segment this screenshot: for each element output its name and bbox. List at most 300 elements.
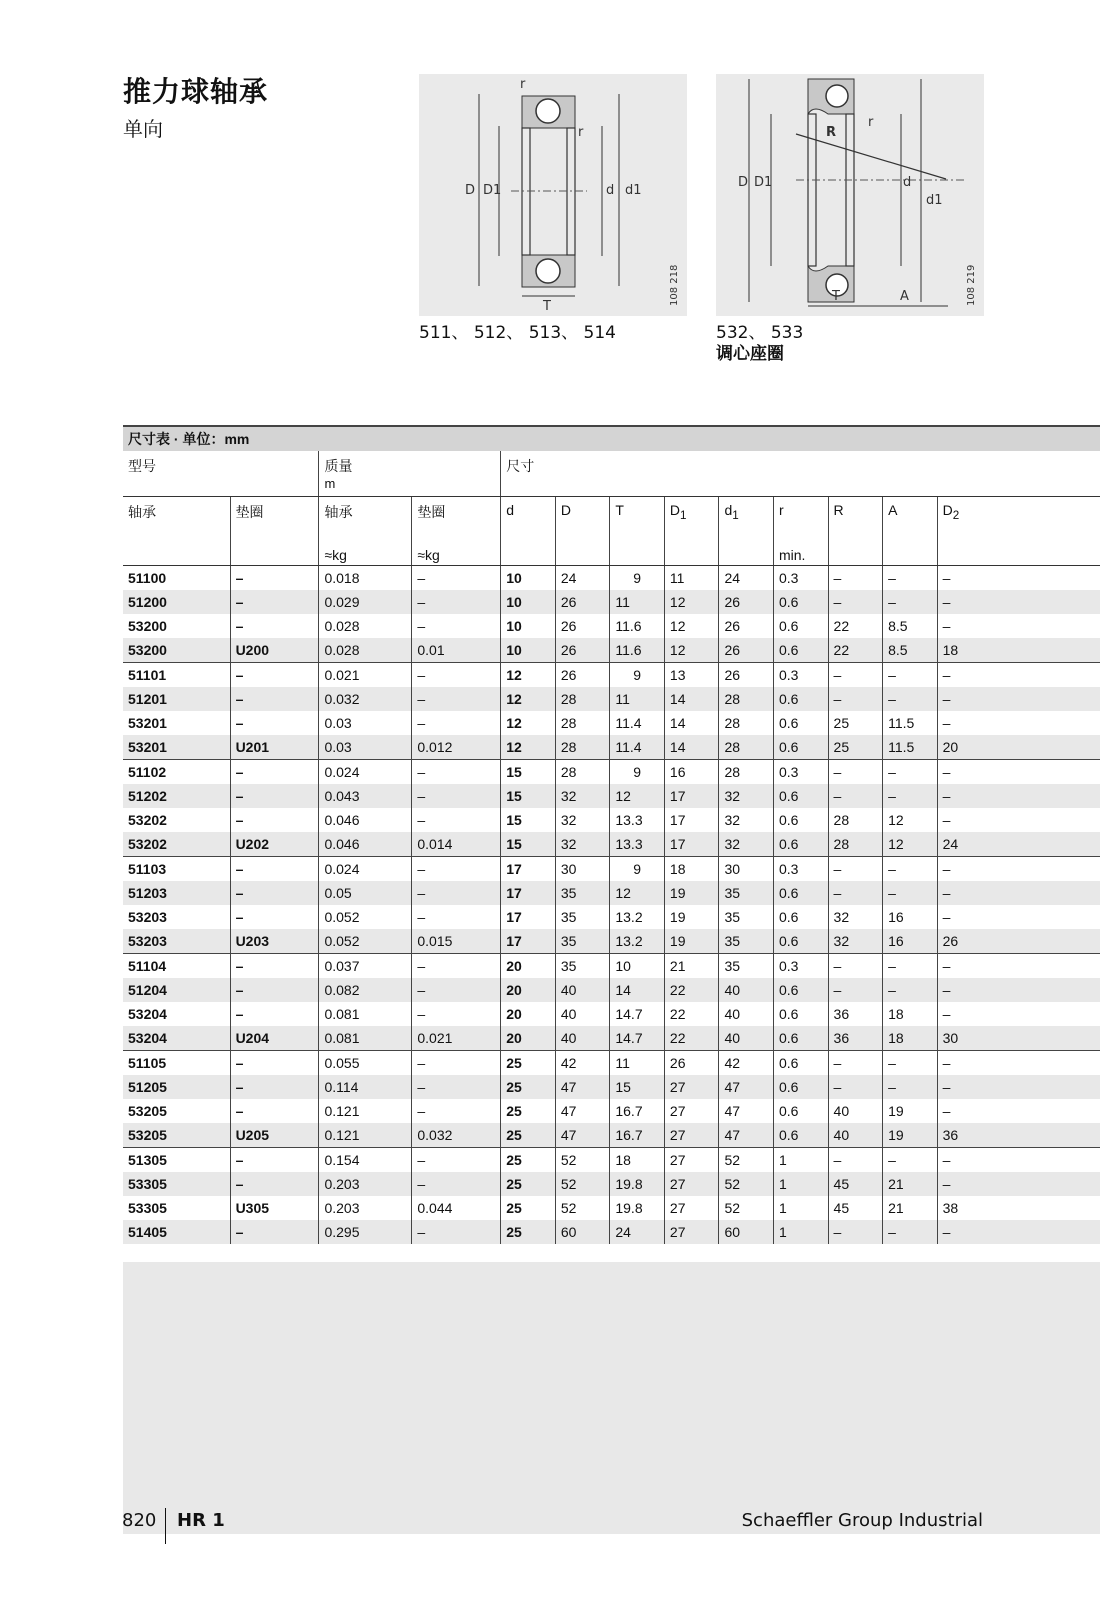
table-cell: 40	[555, 1026, 610, 1051]
table-cell: 21	[883, 1172, 938, 1196]
table-cell: 24	[610, 1220, 665, 1244]
unit-kg: ≈kg	[417, 547, 440, 563]
table-cell: 0.121	[319, 1123, 412, 1148]
page-title: 推力球轴承	[123, 75, 269, 108]
table-cell: 35	[555, 929, 610, 954]
table-cell: –	[828, 1075, 883, 1099]
R-label: R	[826, 125, 837, 140]
table-cell: –	[937, 760, 1100, 785]
table-cell: 53201	[123, 735, 230, 760]
table-cell: 20	[501, 954, 556, 979]
table-cell: –	[828, 590, 883, 614]
table-cell: 0.3	[774, 663, 829, 688]
table-cell: 27	[664, 1172, 719, 1196]
table-cell: –	[230, 978, 319, 1002]
table-cell: 0.032	[319, 687, 412, 711]
table-cell: 0.203	[319, 1172, 412, 1196]
table-cell: 40	[719, 978, 774, 1002]
table-row	[123, 1148, 1100, 1173]
table-cell: –	[230, 566, 319, 591]
table-cell: –	[883, 1220, 938, 1244]
page-number: 820	[122, 1510, 157, 1531]
table-cell: 0.015	[412, 929, 501, 954]
table-cell: 0.6	[774, 881, 829, 905]
table-cell: 35	[719, 905, 774, 929]
table-cell: 0.6	[774, 1026, 829, 1051]
T-label: T	[543, 299, 551, 314]
col-mass-bearing-label: 轴承	[324, 504, 353, 520]
table-row	[123, 784, 1100, 808]
table-cell: 51105	[123, 1051, 230, 1076]
table-cell: –	[230, 808, 319, 832]
table-row	[123, 735, 1100, 760]
table-cell: 18	[883, 1026, 938, 1051]
table-cell: 32	[828, 905, 883, 929]
col-mass-bearing	[319, 497, 412, 566]
table-cell: 14	[664, 687, 719, 711]
table-cell: 21	[664, 954, 719, 979]
table-cell: –	[937, 808, 1100, 832]
table-cell: –	[828, 784, 883, 808]
table-cell: 16	[664, 760, 719, 785]
bearing-drawing-single	[419, 74, 687, 316]
table-cell: –	[828, 1148, 883, 1173]
publisher: Schaeffler Group Industrial	[741, 1510, 983, 1531]
table-cell: 32	[555, 784, 610, 808]
col-r-label: r	[779, 502, 784, 518]
table-cell: 28	[555, 760, 610, 785]
mass-header-label: 质量	[324, 458, 353, 474]
table-cell: 0.052	[319, 929, 412, 954]
col-A: A	[883, 497, 938, 566]
table-row	[123, 638, 1100, 663]
mass-symbol: m	[324, 476, 336, 491]
table-cell: 26	[719, 614, 774, 638]
table-cell: –	[230, 881, 319, 905]
table-cell: –	[883, 954, 938, 979]
table-cell: 51405	[123, 1220, 230, 1244]
table-cell: –	[412, 614, 501, 638]
table-cell: 53203	[128, 909, 167, 925]
table-cell: –	[412, 687, 501, 711]
table-cell: 40	[828, 1099, 883, 1123]
table-cell: –	[828, 663, 883, 688]
table-cell: 15	[501, 832, 556, 857]
table-cell: –	[937, 663, 1100, 688]
table-cell: 53200	[128, 618, 167, 634]
table-cell: –	[230, 1051, 319, 1076]
table-cell: 52	[719, 1196, 774, 1220]
table-cell: 32	[719, 784, 774, 808]
col-d1: $d_1$	[719, 497, 774, 566]
table-cell: –	[412, 905, 501, 929]
table-cell: –	[828, 566, 883, 591]
table-cell: 47	[719, 1099, 774, 1123]
table-cell: –	[230, 1148, 319, 1173]
table-cell: –	[412, 1099, 501, 1123]
table-row	[123, 954, 1100, 979]
d1-label: d1	[625, 183, 642, 198]
col-R: R	[828, 497, 883, 566]
table-cell: 26	[719, 638, 774, 663]
table-cell: 0.081	[319, 1002, 412, 1026]
mass-header	[319, 451, 501, 497]
table-cell: 28	[719, 760, 774, 785]
table-cell: –	[937, 687, 1100, 711]
table-cell: 0.6	[774, 832, 829, 857]
table-cell: 0.3	[774, 566, 829, 591]
table-cell: 11	[664, 566, 719, 591]
table-cell: 12	[501, 711, 556, 735]
table-cell: 35	[555, 881, 610, 905]
table-cell: 60	[719, 1220, 774, 1244]
table-cell: –	[937, 1051, 1100, 1076]
table-cell: –	[230, 711, 319, 735]
table-cell: 27	[664, 1099, 719, 1123]
col-washer: 垫圈	[230, 497, 319, 566]
table-cell: 0.046	[319, 808, 412, 832]
table-cell: –	[230, 614, 319, 638]
table-cell: 12	[664, 614, 719, 638]
table-cell: 32	[555, 832, 610, 857]
table-cell: 53205	[123, 1123, 230, 1148]
table-cell: –	[230, 1099, 319, 1123]
table-cell: 19	[664, 929, 719, 954]
footer-separator	[165, 1508, 166, 1544]
table-cell: 0.3	[774, 760, 829, 785]
table-cell: –	[230, 784, 319, 808]
table-row	[123, 760, 1100, 785]
table-cell: 0.154	[319, 1148, 412, 1173]
table-cell: 0.6	[774, 1051, 829, 1076]
table-cell: 9	[610, 857, 665, 882]
table-cell: 15	[610, 1075, 665, 1099]
table-cell: U205	[230, 1123, 319, 1148]
table-cell: 40	[828, 1123, 883, 1148]
table-cell: 53202	[128, 812, 167, 828]
table-cell: –	[828, 881, 883, 905]
table-cell: –	[883, 566, 938, 591]
table-cell: 12	[610, 881, 665, 905]
table-cell: 35	[719, 954, 774, 979]
table-cell: 20	[501, 978, 556, 1002]
table-cell: 0.114	[319, 1075, 412, 1099]
table-cell: –	[937, 566, 1100, 591]
table-cell: 28	[555, 711, 610, 735]
table-cell: 0.6	[774, 711, 829, 735]
table-cell: 11.5	[883, 735, 938, 760]
table-cell: 17	[501, 857, 556, 882]
table-cell: 26	[555, 638, 610, 663]
table-cell: –	[937, 1172, 1100, 1196]
table-row	[123, 687, 1100, 711]
table-cell: 25	[501, 1099, 556, 1123]
table-cell: –	[412, 590, 501, 614]
table-cell: –	[412, 1002, 501, 1026]
table-cell: 47	[719, 1075, 774, 1099]
table-cell: 53203	[123, 929, 230, 954]
table-cell: 27	[664, 1220, 719, 1244]
col-D2: $D_2$	[937, 497, 1100, 566]
table-cell: 17	[664, 784, 719, 808]
table-cell: 17	[501, 881, 556, 905]
table-cell: –	[883, 1148, 938, 1173]
col-T: T	[610, 497, 665, 566]
table-cell: –	[883, 857, 938, 882]
table-cell: 14.7	[610, 1002, 665, 1026]
figure-caption	[716, 323, 803, 365]
table-cell: 9	[610, 566, 665, 591]
table-cell: 12	[501, 687, 556, 711]
table-cell: 51103	[123, 857, 230, 882]
table-cell: 17	[664, 832, 719, 857]
table-cell: –	[883, 1051, 938, 1076]
table-cell: U305	[230, 1196, 319, 1220]
table-cell: –	[937, 614, 1100, 638]
table-cell: 14.7	[610, 1026, 665, 1051]
table-cell: 51104	[123, 954, 230, 979]
table-cell: 51100	[128, 570, 167, 586]
table-cell: 47	[555, 1075, 610, 1099]
table-cell: 26	[555, 590, 610, 614]
table-cell: 0.081	[319, 1026, 412, 1051]
table-cell: –	[412, 954, 501, 979]
table-row	[123, 1099, 1100, 1123]
table-cell: 26	[664, 1051, 719, 1076]
table-cell: 19	[664, 905, 719, 929]
table-cell: 15	[501, 784, 556, 808]
table-cell: 1	[774, 1196, 829, 1220]
table-cell: 0.6	[774, 735, 829, 760]
table-cell: 14	[664, 711, 719, 735]
table-caption	[123, 426, 1100, 451]
table-cell: –	[937, 1148, 1100, 1173]
table-cell: 0.295	[319, 1220, 412, 1244]
table-cell: –	[883, 590, 938, 614]
table-cell: –	[412, 760, 501, 785]
table-cell: 18	[937, 638, 1100, 663]
table-cell: 12	[664, 638, 719, 663]
table-cell: –	[412, 711, 501, 735]
dimensions-header: 尺寸	[501, 451, 1100, 497]
table-cell: –	[412, 881, 501, 905]
figure-caption-sub: 调心座圈	[716, 344, 784, 364]
table-cell: 0.203	[319, 1196, 412, 1220]
table-cell: 36	[828, 1002, 883, 1026]
table-cell: 0.05	[319, 881, 412, 905]
table-cell: 28	[719, 735, 774, 760]
table-row	[123, 590, 1100, 614]
table-row	[123, 1172, 1100, 1196]
table-cell: 22	[828, 614, 883, 638]
table-cell: 32	[719, 808, 774, 832]
table-cell: 51305	[123, 1148, 230, 1173]
table-cell: 35	[719, 881, 774, 905]
figure-caption-line: 532、 533	[716, 323, 804, 343]
col-D1: $D_1$	[664, 497, 719, 566]
table-cell: –	[883, 663, 938, 688]
table-cell: 0.037	[319, 954, 412, 979]
table-cell: 13.3	[610, 808, 665, 832]
D-label: D	[465, 183, 476, 198]
unit-min: min.	[779, 547, 806, 563]
drawing-number: 108 219	[966, 264, 977, 306]
table-cell: –	[883, 1075, 938, 1099]
table-cell: –	[230, 1220, 319, 1244]
table-cell: 32	[719, 832, 774, 857]
table-cell: –	[230, 760, 319, 785]
table-cell: –	[937, 881, 1100, 905]
col-r	[774, 497, 829, 566]
table-caption-text: 尺寸表 · 单位：mm	[128, 431, 250, 447]
table-row	[123, 905, 1100, 929]
table-cell: 40	[555, 1002, 610, 1026]
table-cell: 53202	[123, 832, 230, 857]
table-cell: 19.8	[610, 1172, 665, 1196]
table-cell: 53200	[123, 638, 230, 663]
table-cell: U201	[230, 735, 319, 760]
table-cell: 0.03	[319, 711, 412, 735]
table-row	[123, 566, 1100, 591]
table-cell: 25	[828, 711, 883, 735]
table-cell: 17	[664, 808, 719, 832]
col-d: d	[501, 497, 556, 566]
table-cell: 0.121	[319, 1099, 412, 1123]
table-cell: 16.7	[610, 1123, 665, 1148]
table-cell: 20	[501, 1026, 556, 1051]
table-cell: 0.6	[774, 1099, 829, 1123]
table-cell: –	[412, 808, 501, 832]
table-row	[123, 857, 1100, 882]
table-cell: 53305	[123, 1172, 230, 1196]
table-cell: 0.052	[319, 905, 412, 929]
table-cell: –	[828, 954, 883, 979]
table-cell: 15	[501, 760, 556, 785]
table-cell: U203	[230, 929, 319, 954]
table-row	[123, 808, 1100, 832]
table-cell: 30	[937, 1026, 1100, 1051]
table-cell: 26	[937, 929, 1100, 954]
table-cell: 53204	[128, 1006, 167, 1022]
col-D: D	[555, 497, 610, 566]
table-cell: 16	[883, 929, 938, 954]
table-cell: 0.03	[319, 735, 412, 760]
table-cell: 0.6	[774, 1123, 829, 1148]
table-cell: 52	[555, 1196, 610, 1220]
table-cell: 25	[501, 1196, 556, 1220]
table-cell: 53201	[128, 715, 167, 731]
table-cell: –	[883, 881, 938, 905]
table-cell: 30	[719, 857, 774, 882]
table-cell: –	[883, 760, 938, 785]
table-cell: 19	[664, 881, 719, 905]
table-cell: –	[230, 905, 319, 929]
table-cell: 11	[610, 1051, 665, 1076]
table-cell: 0.6	[774, 929, 829, 954]
table-cell: 28	[719, 687, 774, 711]
table-cell: 10	[610, 954, 665, 979]
table-cell: 30	[555, 857, 610, 882]
table-cell: 15	[501, 808, 556, 832]
table-cell: 25	[501, 1172, 556, 1196]
table-cell: 17	[501, 905, 556, 929]
table-cell: 14	[664, 735, 719, 760]
table-cell: 19	[883, 1099, 938, 1123]
table-row	[123, 614, 1100, 638]
table-cell: 60	[555, 1220, 610, 1244]
table-cell: 19.8	[610, 1196, 665, 1220]
table-cell: 40	[719, 1002, 774, 1026]
table-cell: 0.6	[774, 614, 829, 638]
table-cell: 0.028	[319, 638, 412, 663]
table-cell: –	[937, 1075, 1100, 1099]
table-cell: –	[937, 857, 1100, 882]
bearing-drawing-aligning	[716, 74, 984, 316]
table-cell: 45	[828, 1196, 883, 1220]
table-cell: 0.046	[319, 832, 412, 857]
table-cell: 0.024	[319, 857, 412, 882]
table-cell: 52	[555, 1172, 610, 1196]
table-cell: 1	[774, 1172, 829, 1196]
r-label: r	[578, 125, 584, 140]
table-cell: –	[230, 954, 319, 979]
table-cell: –	[937, 1099, 1100, 1123]
table-cell: 0.6	[774, 687, 829, 711]
designation-header: 型号	[123, 451, 319, 497]
table-cell: –	[883, 784, 938, 808]
table-row	[123, 929, 1100, 954]
table-cell: 0.024	[319, 760, 412, 785]
table-cell: U200	[230, 638, 319, 663]
table-cell: 1	[774, 1148, 829, 1173]
table-cell: 25	[501, 1051, 556, 1076]
table-cell: –	[937, 905, 1100, 929]
table-cell: –	[828, 1220, 883, 1244]
table-cell: –	[230, 590, 319, 614]
dimension-table	[123, 425, 1100, 1244]
table-cell: 16.7	[610, 1099, 665, 1123]
table-cell: –	[828, 1051, 883, 1076]
table-cell: 24	[937, 832, 1100, 857]
r-label: r	[520, 77, 526, 92]
table-cell: –	[937, 784, 1100, 808]
table-cell: 0.6	[774, 784, 829, 808]
table-cell: 0.01	[412, 638, 501, 663]
table-cell: 12	[501, 663, 556, 688]
table-cell: 18	[883, 1002, 938, 1026]
table-cell: 13	[664, 663, 719, 688]
table-row	[123, 1051, 1100, 1076]
table-cell: 35	[719, 929, 774, 954]
table-cell: 28	[828, 808, 883, 832]
table-cell: 51101	[123, 663, 230, 688]
table-row	[123, 1123, 1100, 1148]
d1-label: d1	[926, 193, 943, 208]
table-cell: 24	[719, 566, 774, 591]
table-row	[123, 1075, 1100, 1099]
col-bearing: 轴承	[123, 497, 230, 566]
table-cell: 42	[719, 1051, 774, 1076]
table-cell: 22	[664, 1026, 719, 1051]
section-label: HR 1	[177, 1510, 225, 1531]
table-cell: 11.6	[610, 638, 665, 663]
table-cell: 11	[610, 687, 665, 711]
table-cell: 28	[719, 711, 774, 735]
table-cell: 0.029	[319, 590, 412, 614]
table-cell: 26	[555, 663, 610, 688]
table-cell: 0.6	[774, 638, 829, 663]
D1-label: D1	[754, 175, 773, 190]
